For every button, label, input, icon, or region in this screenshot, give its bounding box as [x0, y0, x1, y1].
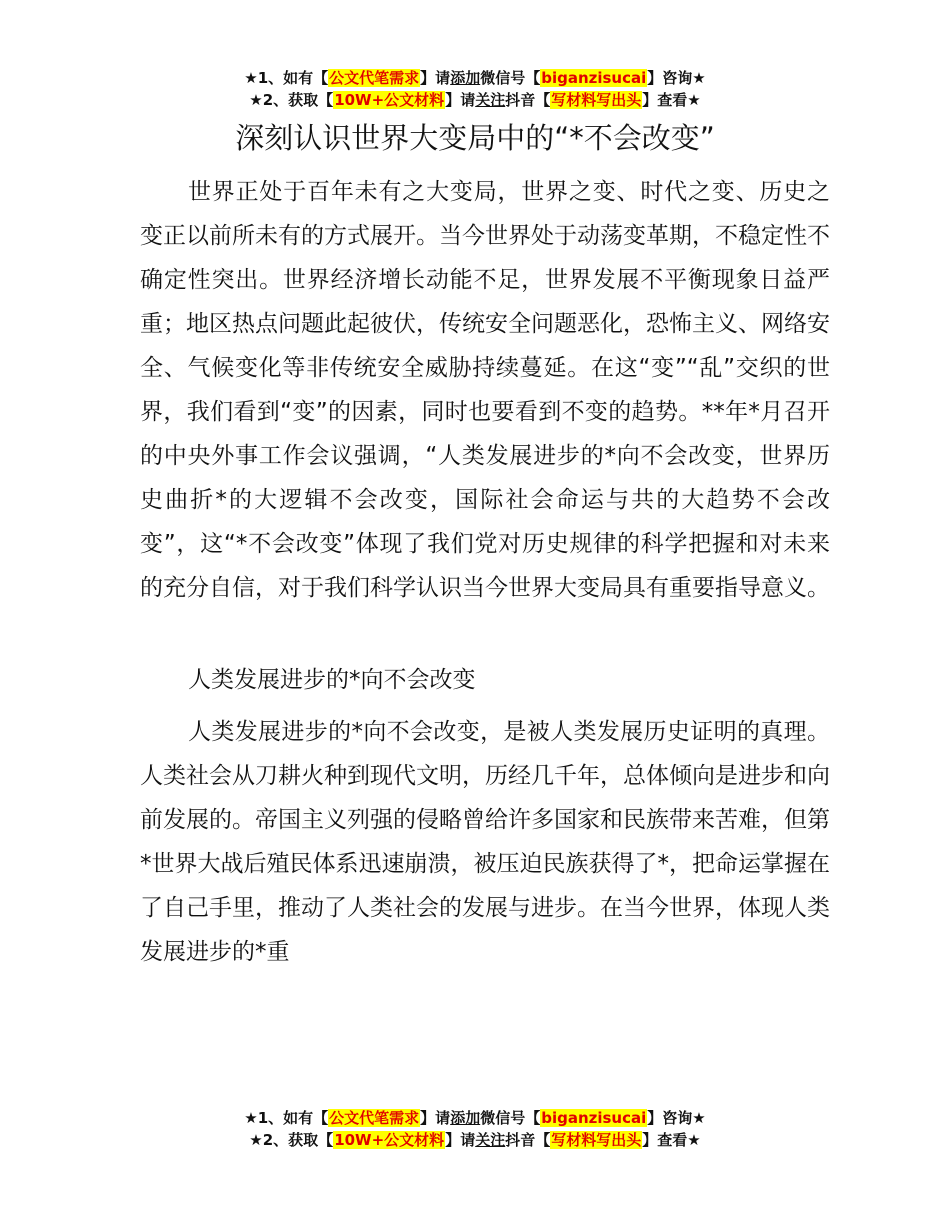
paragraph-intro: 世界正处于百年未有之大变局，世界之变、时代之变、历史之变正以前所未有的方式展开。当今世界处于动荡变革期，不稳定性不确定性突出。世界经济增长动能不足，世界发展不平衡现象日益严重；地区热点问题此起彼伏，传统安全问题恶化，恐怖主义、网络安全、气候变化等非传统安全威胁持续蔓延。在这“变”“乱”交织的世界，我们看到“变”的因素，同时也要看到不变的趋势。**年*月召开的中央外事工作会议强调，“人类发展进步的*向不会改变，世界历史曲折*的大逻辑不会改变，国际社会命运与共的大趋势不会改变”，这“*不会改变”体现了我们党对历史规律的科学把握和对未来的充分自信，对于我们科学认识当今世界大变局具有重要指导意义。 [140, 179, 830, 601]
highlight-materials: 10W+公文材料 [334, 91, 445, 109]
banner-line-1: ★1、如有【公文代笔需求】请添加微信号【biganzisucai】咨询★ [244, 69, 706, 87]
banner-line-2: ★2、获取【10W+公文材料】请关注抖音【写材料写出头】查看★ [249, 91, 701, 109]
highlight-ghostwriting: 公文代笔需求 [329, 1109, 420, 1127]
highlight-materials: 10W+公文材料 [334, 1131, 445, 1149]
banner-line-1: ★1、如有【公文代笔需求】请添加微信号【biganzisucai】咨询★ [244, 1109, 706, 1127]
banner-line-2: ★2、获取【10W+公文材料】请关注抖音【写材料写出头】查看★ [249, 1131, 701, 1149]
section-heading: 人类发展进步的*向不会改变 [188, 667, 476, 693]
highlight-douyin: 写材料写出头 [551, 1131, 642, 1149]
paragraph-section-1: 人类发展进步的*向不会改变，是被人类发展历史证明的真理。人类社会从刀耕火种到现代文明，历经几千年，总体倾向是进步和向前发展的。帝国主义列强的侵略曾给许多国家和民族带来苦难，但第*世界大战后殖民体系迅速崩溃，被压迫民族获得了*，把命运掌握在了自己手里，推动了人类社会的发展与进步。在当今世界，体现人类发展进步的*重 [140, 719, 830, 965]
document-title: 深刻认识世界大变局中的“*不会改变” [235, 121, 715, 155]
highlight-ghostwriting: 公文代笔需求 [329, 69, 420, 87]
highlight-wechat-id: biganzisucai [541, 69, 647, 87]
header-banner [0, 67, 950, 111]
highlight-douyin: 写材料写出头 [551, 91, 642, 109]
highlight-wechat-id: biganzisucai [541, 1109, 647, 1127]
footer-banner [0, 1107, 950, 1151]
